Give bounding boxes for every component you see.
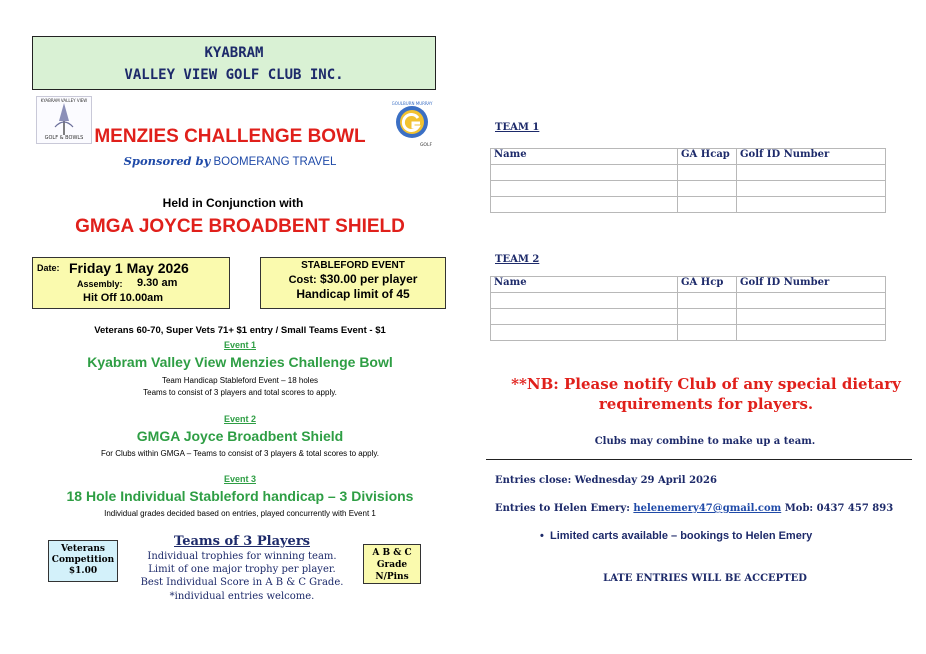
team-1-cell[interactable]	[737, 165, 886, 181]
sponsor-prefix: Sponsored by	[123, 154, 211, 168]
entries-close: Entries close: Wednesday 29 April 2026	[495, 475, 717, 486]
team-1-table	[490, 148, 886, 213]
teams-line-4: *individual entries welcome.	[169, 591, 315, 602]
hit-off: Hit Off 10.00am	[83, 292, 164, 304]
event-1-line-1: Team Handicap Stableford Event – 18 holes	[161, 376, 319, 385]
team-2-table	[490, 276, 886, 341]
club-logo-bottom-text: GOLF & BOWLS	[44, 135, 84, 141]
email-link[interactable]: helenemery47@gmail.com	[633, 503, 782, 514]
event-3-title: 18 Hole Individual Stableford handicap – 3 Divisions	[66, 488, 414, 504]
bullet-icon: •	[540, 530, 550, 542]
team-1-header-row	[491, 149, 886, 165]
grade-box	[363, 544, 421, 584]
team-1-cell[interactable]	[678, 165, 737, 181]
dietary-notice-line-1: **NB: Please notify Club of any special dietary	[511, 375, 901, 393]
veterans-line-2: Competition	[51, 555, 115, 565]
divider	[486, 459, 912, 460]
team-2-cell[interactable]	[737, 293, 886, 309]
mobile-number: Mob: 0437 457 893	[784, 503, 894, 514]
event-3-label: Event 3	[223, 474, 256, 484]
team-2-cell[interactable]	[678, 309, 737, 325]
event-2-label: Event 2	[223, 414, 256, 424]
sponsor-line	[80, 154, 380, 168]
grade-line-2: Grade	[376, 560, 408, 570]
club-header	[32, 36, 436, 90]
team-2-col-name: Name	[491, 277, 678, 293]
combine-note: Clubs may combine to make up a team.	[594, 436, 816, 447]
team-2-label: TEAM 2	[495, 254, 540, 265]
event-1-title: Kyabram Valley View Menzies Challenge Bowl	[87, 354, 393, 370]
club-logo-top-text: KYABRAM VALLEY VIEW	[40, 98, 88, 103]
team-1-label: TEAM 1	[495, 122, 540, 133]
event-2-title: GMGA Joyce Broadbent Shield	[136, 428, 344, 444]
team-1-cell[interactable]	[491, 197, 678, 213]
club-header-line2: VALLEY VIEW GOLF CLUB INC.	[124, 67, 344, 83]
date-box	[32, 257, 230, 309]
gmga-logo-top-text: GOULBURN MURRAY	[392, 101, 433, 106]
date-label: Date:	[37, 263, 60, 273]
event-1-label: Event 1	[223, 340, 256, 350]
event-2-line-1: For Clubs within GMGA – Teams to consist of 3 players & total scores to apply.	[100, 449, 380, 458]
team-1-cell[interactable]	[678, 197, 737, 213]
dietary-notice-line-2: requirements for players.	[598, 395, 814, 413]
grade-line-3: N/Pins	[375, 572, 409, 582]
team-1-cell[interactable]	[737, 197, 886, 213]
team-1-col-name: Name	[491, 149, 678, 165]
teams-line-2: Limit of one major trophy per player.	[148, 564, 336, 575]
sponsor-name: BOOMERANG TRAVEL	[213, 156, 337, 168]
team-2-col-golf-id: Golf ID Number	[737, 277, 886, 293]
teams-line-1: Individual trophies for winning team.	[147, 551, 337, 562]
team-2-header-row	[491, 277, 886, 293]
veterans-line-3: $1.00	[68, 566, 98, 576]
carts-note	[540, 530, 920, 542]
gmga-logo-bottom-text: GOLF	[419, 143, 433, 148]
team-2-cell[interactable]	[737, 325, 886, 341]
team-2-row[interactable]	[491, 309, 886, 325]
held-in-conjunction: Held in Conjunction with	[162, 196, 304, 210]
team-2-cell[interactable]	[491, 325, 678, 341]
cost-label: Cost:	[288, 274, 317, 286]
team-2-cell[interactable]	[737, 309, 886, 325]
entries-to	[495, 503, 915, 514]
grade-line-1: A B & C	[372, 548, 412, 558]
team-2-row[interactable]	[491, 293, 886, 309]
date-value: Friday 1 May 2026	[69, 260, 189, 276]
team-2-cell[interactable]	[678, 293, 737, 309]
team-1-cell[interactable]	[678, 181, 737, 197]
late-entries: LATE ENTRIES WILL BE ACCEPTED	[603, 573, 807, 584]
club-header-line1: KYABRAM	[204, 45, 264, 61]
team-1-row[interactable]	[491, 165, 886, 181]
main-title: MENZIES CHALLENGE BOWL	[94, 126, 366, 147]
team-2-cell[interactable]	[678, 325, 737, 341]
event-3-line-1: Individual grades decided based on entries, played concurrently with Event 1	[104, 509, 376, 518]
shield-title: GMGA JOYCE BROADBENT SHIELD	[75, 216, 405, 237]
assembly-label: Assembly:	[77, 279, 123, 289]
carts-text: Limited carts available – bookings to Helen Emery	[549, 530, 813, 542]
teams-line-3: Best Individual Score in A B & C Grade.	[140, 577, 344, 588]
team-1-row[interactable]	[491, 197, 886, 213]
stableford-box	[260, 257, 446, 309]
entries-to-prefix: Entries to Helen Emery:	[495, 503, 630, 514]
teams-heading: Teams of 3 Players	[174, 534, 310, 549]
handicap-limit: Handicap limit of 45	[296, 287, 410, 301]
team-2-cell[interactable]	[491, 293, 678, 309]
veterans-line-1: Veterans	[61, 544, 105, 554]
cost-value: $30.00 per player	[320, 272, 418, 286]
team-1-row[interactable]	[491, 181, 886, 197]
assembly-value: 9.30 am	[137, 277, 178, 289]
dietary-notice	[496, 374, 916, 414]
team-1-cell[interactable]	[491, 165, 678, 181]
cost-line	[261, 272, 445, 286]
team-2-col-hcp: GA Hcp	[678, 277, 737, 293]
entry-line: Veterans 60-70, Super Vets 71+ $1 entry / Small Teams Event - $1	[94, 325, 386, 336]
team-2-row[interactable]	[491, 325, 886, 341]
team-1-col-golf-id: Golf ID Number	[737, 149, 886, 165]
team-1-cell[interactable]	[491, 181, 678, 197]
team-2-cell[interactable]	[491, 309, 678, 325]
team-1-cell[interactable]	[737, 181, 886, 197]
veterans-box	[48, 540, 118, 582]
stableford-heading: STABLEFORD EVENT	[301, 260, 405, 271]
team-1-col-hcap: GA Hcap	[678, 149, 737, 165]
event-1-line-2: Teams to consist of 3 players and total scores to apply.	[143, 388, 337, 397]
